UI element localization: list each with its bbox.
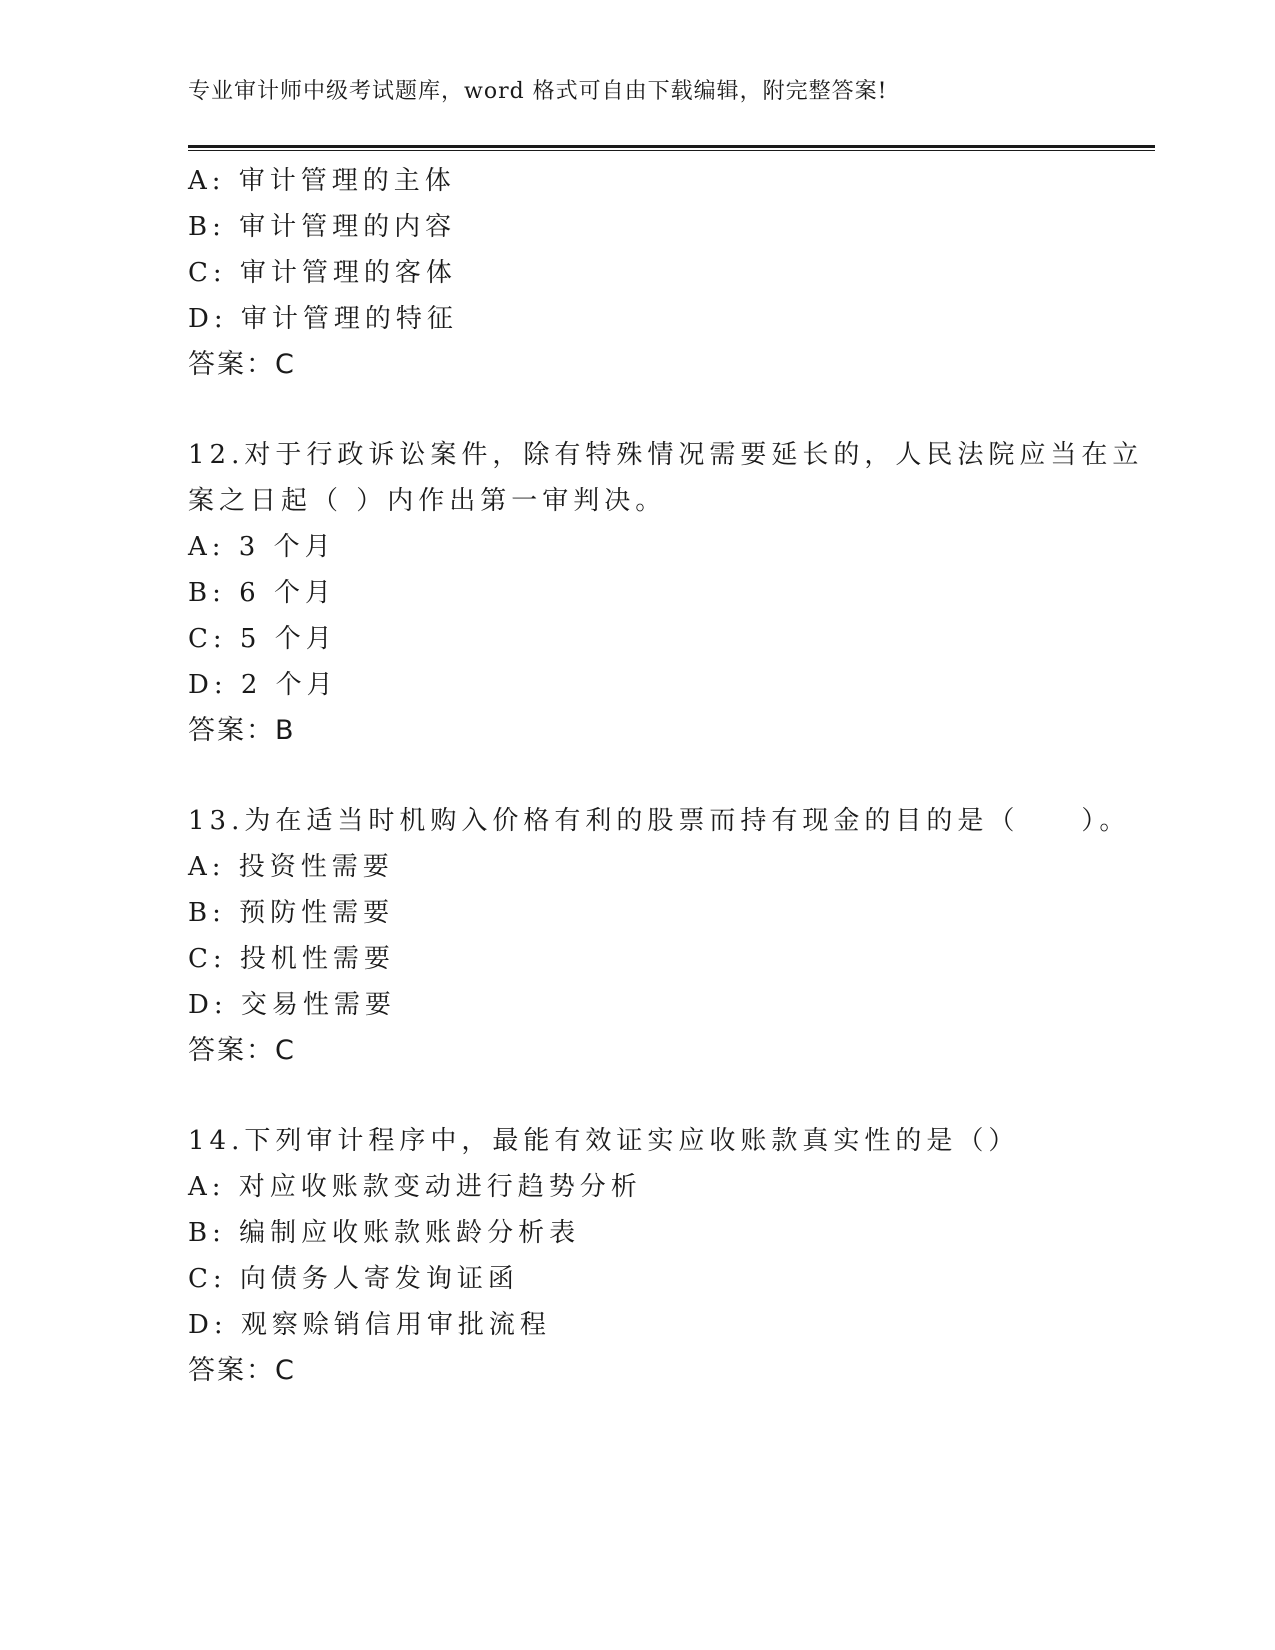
question-list xyxy=(188,158,1144,1394)
question-stem-line-1: 12.对于行政诉讼案件，除有特殊情况需要延长的，人民法院应当在立 xyxy=(188,440,1144,470)
option-d: D: 交易性需要 xyxy=(188,990,396,1020)
option-b: B: 审计管理的内容 xyxy=(188,212,457,242)
question-13 xyxy=(188,798,1131,1074)
option-d: D: 审计管理的特征 xyxy=(188,304,458,334)
question-11 xyxy=(188,158,1088,388)
option-a: A: 审计管理的主体 xyxy=(188,166,456,196)
answer: 答案：C xyxy=(188,1035,296,1066)
option-a: A: 3 个月 xyxy=(188,532,336,562)
answer: 答案：C xyxy=(188,349,296,380)
header-rule-thin xyxy=(188,150,1155,151)
question-12 xyxy=(188,432,1144,754)
question-stem: 14.下列审计程序中，最能有效证实应收账款真实性的是（） xyxy=(188,1126,1020,1156)
option-d: D: 2 个月 xyxy=(188,670,338,700)
answer: 答案：B xyxy=(188,715,296,746)
option-a: A: 投资性需要 xyxy=(188,852,394,882)
question-stem-line-2: 案之日起（ ）内作出第一审判决。 xyxy=(188,486,667,516)
question-stem: 13.为在适当时机购入价格有利的股票而持有现金的目的是（ ）。 xyxy=(188,806,1131,836)
question-14 xyxy=(188,1118,1088,1394)
header-rule-thick xyxy=(188,145,1155,148)
option-c: C: 审计管理的客体 xyxy=(188,258,457,288)
option-b: B: 预防性需要 xyxy=(188,898,395,928)
option-c: C: 向债务人寄发询证函 xyxy=(188,1264,519,1294)
option-b: B: 6 个月 xyxy=(188,578,336,608)
option-b: B: 编制应收账款账龄分析表 xyxy=(188,1218,581,1248)
page-header: 专业审计师中级考试题库，word 格式可自由下载编辑，附完整答案! xyxy=(188,79,888,104)
answer: 答案：C xyxy=(188,1355,296,1386)
option-a: A: 对应收账款变动进行趋势分析 xyxy=(188,1172,642,1202)
option-c: C: 5 个月 xyxy=(188,624,337,654)
option-d: D: 观察赊销信用审批流程 xyxy=(188,1310,551,1340)
option-c: C: 投机性需要 xyxy=(188,944,395,974)
